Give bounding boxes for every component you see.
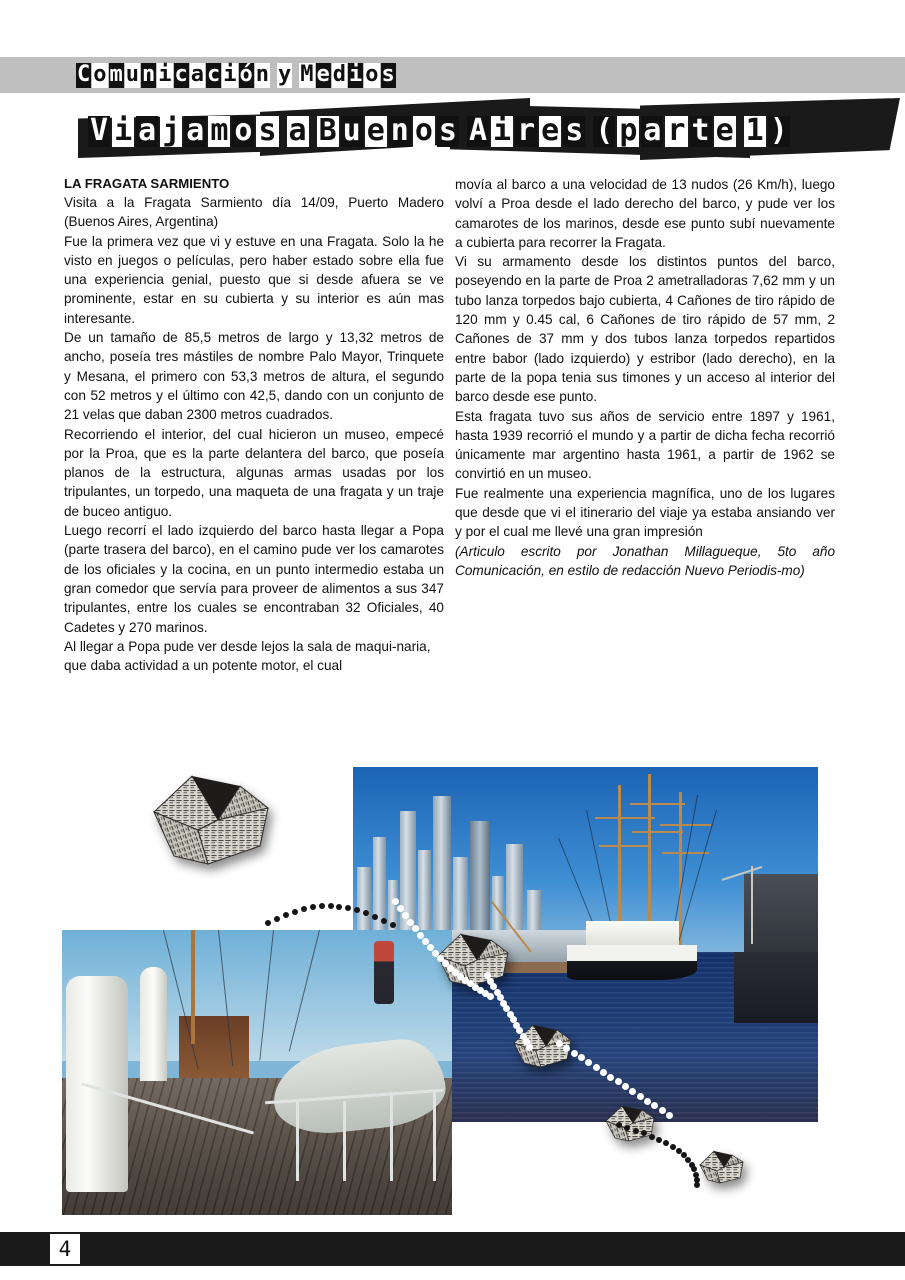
article-paragraph: Visita a la Fragata Sarmiento día 14/09, Puerto Madero (Buenos Aires, Argentina) xyxy=(64,195,444,230)
origami-boat-medium-1 xyxy=(434,926,520,992)
trail-dot xyxy=(593,1064,600,1071)
headline-ransom: V i a j a m o s a B u e n o s A i r e s ( p a r t e 1 ) xyxy=(90,112,788,148)
trail-dot xyxy=(310,904,316,910)
trail-dot xyxy=(670,1144,676,1150)
trail-dot xyxy=(402,912,409,919)
trail-dot xyxy=(487,993,494,1000)
trail-dot xyxy=(649,1134,655,1140)
trail-dot xyxy=(637,1093,644,1100)
trail-dot xyxy=(381,918,387,924)
trail-dot xyxy=(372,914,378,920)
article-paragraph: Recorriendo el interior, del cual hicieron un museo, empecé por la Proa, que es la parte delantera del barco, que poseía planos de la estructura, algunas armas usadas por los tripulantes, un torpedo, una maqueta de una fragata y un traje de buceo antiguo. xyxy=(64,426,444,519)
trail-dot xyxy=(390,922,396,928)
footer-bar xyxy=(0,1232,905,1266)
trail-dot xyxy=(526,1044,533,1051)
photo-collage xyxy=(0,740,905,1230)
origami-boat-medium-2 xyxy=(511,1018,581,1072)
page-number: 4 xyxy=(50,1234,80,1264)
trail-dot xyxy=(633,1128,639,1134)
article-byline: (Articulo escrito por Jonathan Millagueque, 5to año Comunicación, en estilo de redacción Nuevo Periodis-mo) xyxy=(455,543,835,578)
trail-dot xyxy=(319,903,325,909)
article-kicker: LA FRAGATA SARMIENTO xyxy=(64,176,230,191)
trail-dot xyxy=(392,898,399,905)
headline-title xyxy=(88,110,792,150)
trail-dot xyxy=(663,1140,669,1146)
article-column-right xyxy=(455,175,835,580)
trail-dot xyxy=(607,1074,614,1081)
article-paragraph: movía al barco a una velocidad de 13 nudos (26 Km/h), luego volví a Proa desde el lado derecho del barco, y pude ver los camarotes de los marinos, desde ese punto subí nuevamente a cubierta para recorrer la Fragata. xyxy=(455,177,835,250)
article-paragraph: De un tamaño de 85,5 metros de largo y 13,32 metros de ancho, poseía tres mástiles de nombre Palo Mayor, Trinquete y Mesana, el primero con 53,3 metros de altura, el segundo con 52 metros y el último con 42,5, dando con un conjunto de 21 velas que daban 2300 metros cuadrados. xyxy=(64,330,444,423)
trail-dot xyxy=(600,1069,607,1076)
article-paragraph: Esta fragata tuvo sus años de servicio entre 1897 y 1961, hasta 1939 recorrió el mundo y a partir de dicha fecha recorrió únicamente mar argentino hasta 1961, a partir de 1962 se convirtió en un museo. xyxy=(455,408,835,482)
section-title xyxy=(76,58,397,92)
trail-dot xyxy=(336,904,342,910)
trail-dot xyxy=(301,906,307,912)
photo-ship-deck xyxy=(62,930,452,1215)
trail-dot xyxy=(283,912,289,918)
article-paragraph: Luego recorrí el lado izquierdo del barco hasta llegar a Popa (parte trasera del barco), en el camino pude ver los camarotes de los oficiales y la cocina, en un punto intermedio estaba un gran comedor que servía para proveer de alimentos a sus 347 tripulantes, entre los cuales se encontraban 32 Oficiales, 40 Cadetes y 270 marinos. xyxy=(64,523,444,635)
origami-boat-large xyxy=(148,764,288,874)
trail-dot xyxy=(556,1040,563,1047)
trail-dot xyxy=(659,1107,666,1114)
trail-dot xyxy=(571,1050,578,1057)
article-column-left xyxy=(64,175,444,675)
section-title-ransom: C o m u n i c a c i ó n y M e d i o s xyxy=(77,62,395,87)
article-paragraph: Fue realmente una experiencia magnífica, uno de los lugares que desde que vi el itinerario del viaje ya estaba ansiando ver y por el cual me llevé una gran impresión xyxy=(455,485,835,540)
trail-dot xyxy=(292,909,298,915)
trail-dot xyxy=(616,1122,622,1128)
article-paragraph: Al llegar a Popa pude ver desde lejos la sala de maqui-naria, que daba actividad a un potente motor, el cual xyxy=(64,638,431,674)
trail-dot xyxy=(345,905,351,911)
origami-boat-small-2 xyxy=(698,1146,750,1188)
trail-dot xyxy=(694,1182,700,1188)
trail-dot xyxy=(328,903,334,909)
article-paragraph: Fue la primera vez que vi y estuve en una Fragata. Solo la he visto en juegos o películas, pero haber estado sobre ella fue una experiencia genial, puesto que si desde afuera se ve prominente, estar en su cubierta y su interior es aún mas interesante. xyxy=(64,233,444,326)
article-paragraph: Vi su armamento desde los distintos puntos del barco, poseyendo en la parte de Proa 2 ametralladoras 7,62 mm y un tubo lanza torpedos bajo cubierta, 4 Cañones de tiro rápido de 120 mm y 0.45 cal, 6 Cañones de tiro rápido de 57 mm, 2 Cañones de 37 mm y dos tubos lanza torpedos repartidos entre babor (lado izquierdo) y estribor (lado derecho), en la parte de la popa tenia sus timones y un acceso al interior del barco desde ese punto. xyxy=(455,254,835,405)
trail-dot xyxy=(644,1098,651,1105)
trail-dot xyxy=(397,905,404,912)
trail-dot xyxy=(274,916,280,922)
trail-dot xyxy=(265,920,271,926)
trail-dot xyxy=(666,1112,673,1119)
